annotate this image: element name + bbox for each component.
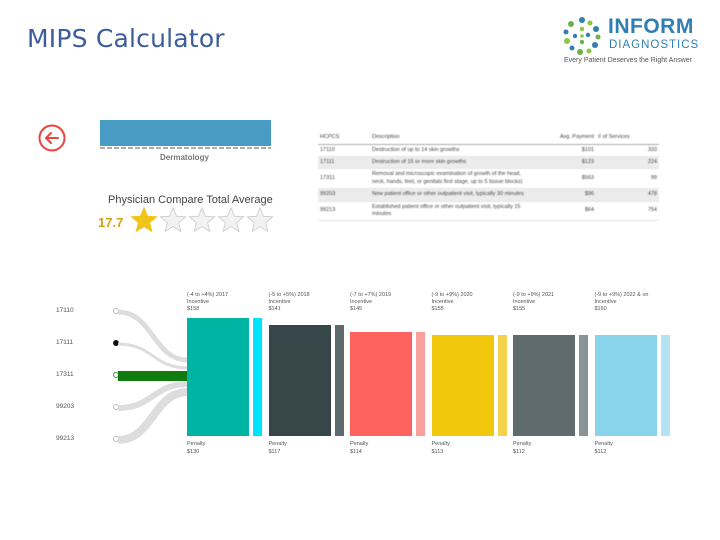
cell-hcpcs: 99203 [318,189,370,201]
bar-column [513,292,554,313]
bar-bottom-label: $113 [431,449,444,455]
bar-bottom-label: Penalty [513,441,532,447]
bar-top-label: $158 [187,306,200,313]
code-label[interactable]: 17111 [56,339,74,346]
cell-services: 224 [596,156,659,168]
star-filled-icon [130,205,158,235]
bar-top-label: (-5 to +5%) 2018 [268,292,310,298]
page-title: MIPS Calculator [27,24,225,53]
cell-hcpcs: 17110 [318,144,370,156]
table-row[interactable] [318,169,659,189]
star-empty-icon [217,205,245,235]
bar-top-label: $155 [513,306,526,313]
bar-top-label: (-9 to +9%) 2022 & on [594,292,649,298]
code-label[interactable]: 17110 [56,307,74,314]
company-logo [560,14,710,68]
column-header-hcpcs[interactable]: HCPCS [318,130,370,144]
code-label[interactable]: 99213 [56,435,75,442]
logo-word-inform: INFORM [608,15,694,38]
cell-hcpcs: 17111 [318,156,370,168]
bar-bottom-label: Penalty [187,441,206,447]
cell-description: New patient office or other outpatient visit, typically 30 minutes [370,189,536,201]
payment-bar[interactable] [350,332,412,436]
payment-bar-range [579,335,588,436]
bar-top-label: Incentive [513,299,536,306]
cell-description: Established patient office or other outpatient visit, typically 15 minutes [370,201,536,221]
cell-avg-payment: $96 [536,189,596,201]
payment-bar-range [661,335,670,436]
code-label[interactable]: 17311 [56,371,74,378]
column-header-services[interactable]: # of Services [596,130,659,144]
bar-top-label: Incentive [268,299,291,306]
bar-bottom-label: $112 [513,449,525,455]
bar-column [269,292,310,313]
cell-avg-payment: $101 [536,144,596,156]
star-rating [130,205,274,239]
physician-name-header [100,120,271,146]
bar-bottom-label: Penalty [268,441,287,447]
back-arrow-icon[interactable] [37,123,67,153]
payment-bar-range [335,325,344,436]
bar-bottom-label: $117 [268,449,281,455]
physician-specialty: Dermatology [160,153,209,162]
code-label[interactable]: 99203 [56,403,75,410]
payment-bar[interactable] [269,325,331,436]
bar-top-label: $155 [431,306,444,313]
cell-services: 333 [596,144,659,156]
bar-top-label: $145 [350,306,363,313]
cell-description: Removal and microscopic examination of growth of the head, neck, hands, feet, or genitals first stage, up to 5 tissue blocks) [370,169,536,189]
payment-bar[interactable] [432,335,494,436]
cell-avg-payment: $64 [536,201,596,221]
logo-word-diagnostics: DIAGNOSTICS [609,39,700,51]
bar-bottom-label: Penalty [594,441,613,447]
table-row[interactable] [318,189,659,201]
table-row[interactable] [318,201,659,221]
bar-top-label: (-9 to +9%) 2020 [431,292,473,298]
bar-bottom-label: Penalty [350,441,369,447]
bar-top-label: Incentive [187,299,210,306]
bar-top-label: (-4 to +4%) 2017 [187,292,229,298]
payment-bar-range [253,318,262,436]
bar-top-label: Incentive [431,299,454,306]
bar-bottom-label: $114 [350,449,362,455]
bar-bottom-label: $112 [594,449,607,455]
payment-bar[interactable] [513,335,575,436]
cell-avg-payment: $563 [536,169,596,189]
cell-description: Destruction of 15 or more skin growths [370,156,536,168]
payment-bar[interactable] [595,335,657,436]
cell-hcpcs: 99213 [318,201,370,221]
physician-name-redacted [100,145,271,151]
bar-top-label: (-7 to +7%) 2019 [350,292,392,298]
bar-column [350,292,391,313]
bar-column [595,292,649,313]
table-header-row [318,130,659,144]
cell-services: 478 [596,189,659,201]
cell-avg-payment: $123 [536,156,596,168]
cell-services: 99 [596,169,659,189]
logo-mark-icon [560,14,604,58]
bar-top-label: Incentive [594,299,617,306]
bar-bottom-label: $130 [187,449,200,455]
physician-compare-label: Physician Compare Total Average [108,194,273,206]
column-header-description[interactable]: Description [370,130,536,144]
bar-top-label: (-9 to +9%) 2021 [513,292,555,298]
physician-compare-score: 17.7 [98,215,124,230]
payment-bar-range [416,332,425,436]
column-header-avg-payment[interactable]: Avg. Payment [536,130,596,144]
bar-top-label: $141 [268,306,281,313]
logo-tagline: Every Patient Deserves the Right Answer [564,57,693,64]
table-row[interactable] [318,156,659,168]
bar-column [432,292,473,313]
star-empty-icon [159,205,187,235]
star-empty-icon [188,205,216,235]
cell-hcpcs: 17311 [318,169,370,189]
payment-bar-range [498,335,507,436]
payment-bar[interactable] [187,318,249,436]
bar-top-label: Incentive [350,299,373,306]
cell-services: 754 [596,201,659,221]
cell-description: Destruction of up to 14 skin growths [370,144,536,156]
table-row[interactable] [318,144,659,156]
bar-bottom-label: Penalty [431,441,450,447]
procedure-table [318,130,659,221]
star-empty-icon [246,205,274,235]
bar-column [187,292,228,313]
sankey-flows [118,300,188,445]
bar-top-label: $160 [594,306,607,313]
